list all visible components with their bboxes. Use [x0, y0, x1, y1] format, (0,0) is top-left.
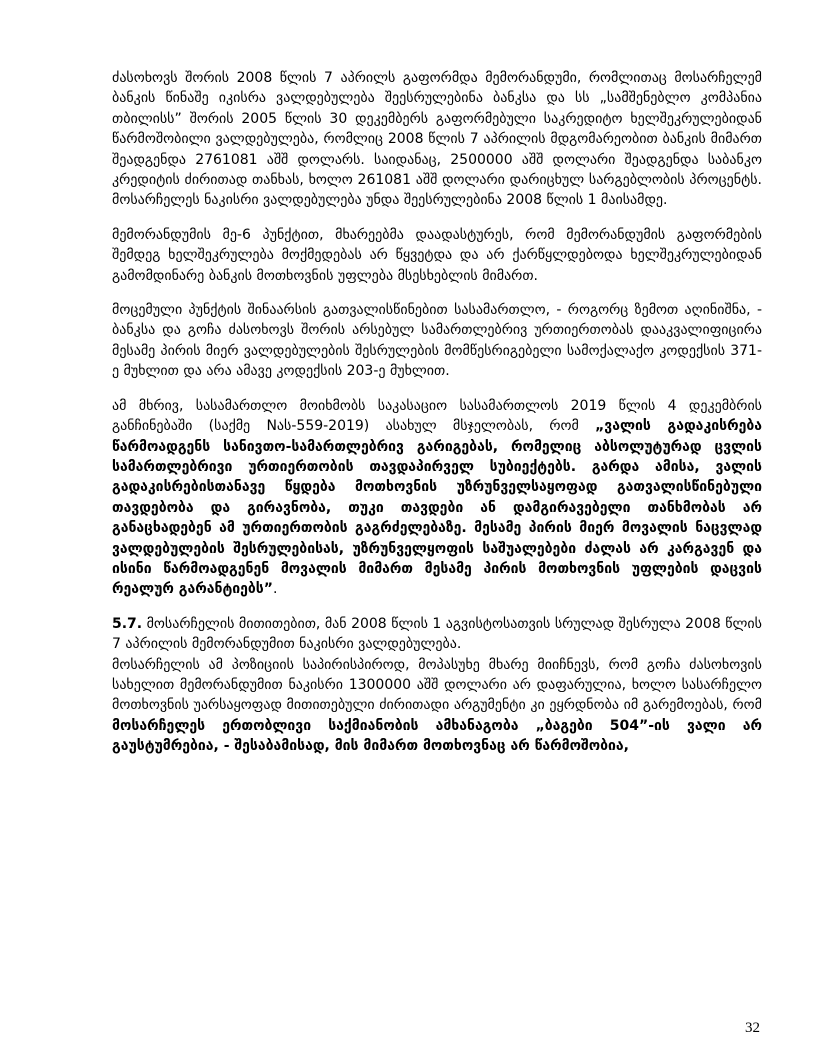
reasoning-quote-bold: „ვალის გადაკისრება წარმოადგენს სანივთო-სამართლებრივ გარიგებას, რომელიც აბსოლუტურად ცვლის სამართლებრივი ურთიერთობის თავდაპირველ სუბიექტებს. გარდა ამისა, ვალის გადაკისრებისთანავე წყდება მოთხოვნის უზრუნველსაყოფად გათვალისწინებული თავდებობა და გირავნობა, თუკი თავდები ან დამგირავებელი თანხმობას არ განაცხადებენ ამ ურთიერთობის გაგრძელებაზე. მესამე პირის მიერ მოვალის ნაცვლად ვალდებულების შესრულებისას, უზრუნველყოფის საშუალებები ძალას არ კარგავენ და ისინი წარმოადგენენ მოვალის მიმართ მესამე პირის მოთხოვნის უფლების დაცვის რეალურ გარანტიებს” — [112, 418, 762, 598]
document-body — [112, 68, 762, 771]
section-number: 5.7. — [112, 615, 143, 632]
defendant-bold-text: მოსარჩელეს ერთობლივი საქმიანობის ამხანაგობა „ბაგები 504”-ის ვალი არ გაუსტუმრებია, - შესაბამისად, მის მიმართ მოთხოვნაც არ წარმოშობია, — [112, 717, 762, 755]
paragraph-memorandum: ძასოხოვს შორის 2008 წლის 7 აპრილს გაფორმდა მემორანდუმი, რომლითაც მოსარჩელემ ბანკის წინაშე იკისრა ვალდებულება შეესრულებინა ბანკსა და სს „სამშენებლო კომპანია თბილისს” შორის 2005 წლის 30 დეკემბერს გაფორმებული საკრედიტო ხელშეკრულებიდან წარმოშობილი ვალდებულება, რომლიც 2008 წლის 7 აპრილის მდგომარეობით ბანკის მიმართ შეადგენდა 2761081 აშშ დოლარს. საიდანაც, 2500000 აშშ დოლარი შეადგენდა საბანკო კრედიტის ძირითად თანხას, ხოლო 261081 აშშ დოლარი დარიცხულ სარგებლობის პროცენტს. მოსარჩელეს ნაკისრი ვალდებულება უნდა შეესრულებინა 2008 წლის 1 მაისამდე. — [112, 70, 762, 209]
paragraph-qualification: მოცემული პუნქტის შინაარსის გათვალისწინებით სასამართლო, - როგორც ზემოთ აღინიშნა, - ბანკსა და გოჩა ძასოხოვს შორის არსებულ სამართლებრივ ურთიერთობას დააკვალიფიცირა მესამე პირის მიერ ვალდებულების შესრულების მომწესრიგებელი სამოქალაქო კოდექსის 371-ე მუხლით და არა ამავე კოდექსის 203-ე მუხლით. — [112, 302, 762, 380]
defendant-lead-text: მოსარჩელის ამ პოზიციის საპირისპიროდ, მოპასუხე მხარე მიიჩნევს, რომ გოჩა ძასოხოვის სახელით მემორანდუმით ნაკისრი 1300000 აშშ დოლარი არ დაფარულია, ხოლო სასარჩელო მოთხოვნის უარსაყოფად მითითებული ძირითადი არგუმენტი კი ეყრდნობა იმ გარემოებას, რომ — [112, 656, 762, 714]
paragraph-court-reasoning — [112, 396, 762, 600]
page-number: 32 — [745, 1020, 760, 1036]
paragraph-section-5-7 — [112, 614, 762, 655]
paragraph-defendant-position — [112, 655, 762, 757]
section-5-7-text: მოსარჩელის მითითებით, მან 2008 წლის 1 აგვისტოსათვის სრულად შესრულა 2008 წლის 7 აპრილის მემორანდუმით ნაკისრი ვალდებულება. — [112, 615, 762, 653]
reasoning-lead-text: ამ მხრივ, სასამართლო მოიხმობს საკასაციო სასამართლოს 2019 წლის 4 დეკემბრის განჩინებაში (საქმე Nას-559-2019) ასახულ მსჯელობას, რომ — [112, 397, 762, 435]
reasoning-tail-text: . — [272, 581, 278, 598]
paragraph-point-6: მემორანდუმის მე-6 პუნქტით, მხარეებმა დაადასტურეს, რომ მემორანდუმის გაფორმების შემდეგ ხელშეკრულება მოქმედებას არ წყვეტდა და არ ქარწყლდებოდა ხელშეკრულებიდან გამომდინარე ბანკის მოთხოვნის უფლება მსესხებლის მიმართ. — [112, 226, 762, 284]
